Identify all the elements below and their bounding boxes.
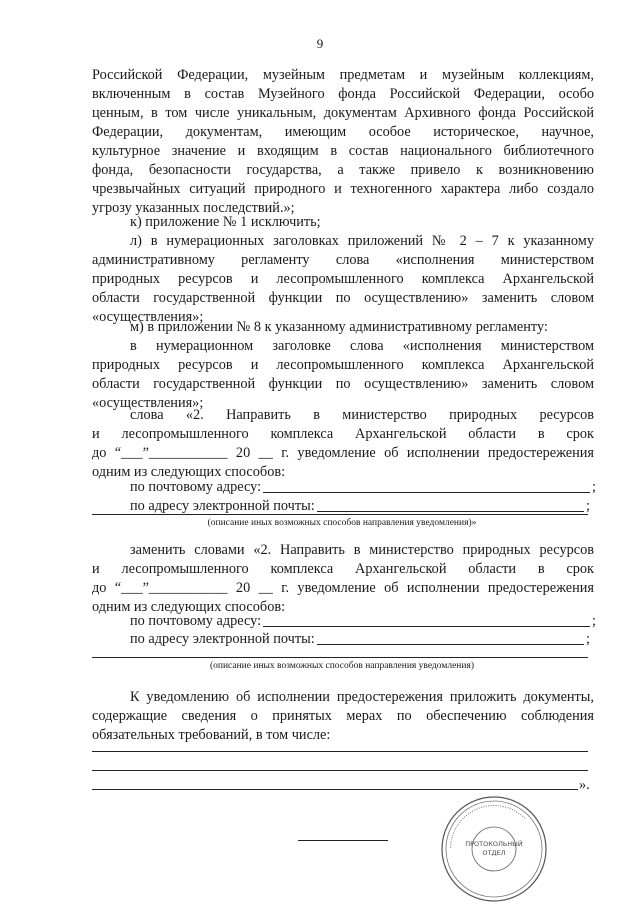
postal-address-row bbox=[130, 612, 596, 630]
text-line: «осуществления»; bbox=[92, 309, 204, 325]
semicolon: ; bbox=[586, 631, 590, 647]
postal-address-row bbox=[130, 478, 596, 496]
stamp-text: ПРОТОКОЛЬНЫЙ bbox=[465, 840, 523, 848]
semicolon: ; bbox=[592, 613, 596, 629]
blank-line bbox=[92, 514, 588, 515]
text-line: заменить словами «2. Направить в министерство природных ресурсов bbox=[130, 542, 594, 558]
blank-line bbox=[317, 510, 584, 512]
seal-stamp bbox=[440, 795, 548, 903]
blank-line bbox=[317, 643, 584, 645]
text-line: обязательных требований, в том числе: bbox=[92, 727, 331, 743]
semicolon: ; bbox=[586, 498, 590, 514]
blank-line bbox=[92, 770, 588, 771]
text-line: чрезвычайных ситуаций природного и техногенного характера либо создало bbox=[92, 181, 594, 197]
text-line: включенным в состав Музейного фонда Российской Федерации, особо bbox=[92, 86, 594, 102]
text-line: области государственной функции по осуществлению» заменить словом bbox=[92, 376, 594, 392]
text-line: до “___”___________ 20 __ г. уведомление об исполнении предостережения bbox=[92, 445, 594, 461]
text-line: «осуществления»; bbox=[92, 395, 204, 411]
text-line: культурное значение и входящим в состав национального библиотечного bbox=[92, 143, 594, 159]
text-line: в нумерационном заголовке слова «исполнения министерством bbox=[130, 338, 594, 354]
closing-quote: ». bbox=[579, 777, 590, 793]
text-line: угрозу указанных последствий.»; bbox=[92, 200, 295, 216]
page-number: 9 bbox=[316, 36, 324, 51]
blank-line bbox=[92, 789, 578, 790]
caption: (описание иных возможных способов направления уведомления)» bbox=[207, 518, 477, 528]
text-line: одним из следующих способов: bbox=[92, 464, 286, 480]
text-line: л) в нумерационных заголовках приложений № 2 – 7 к указанному bbox=[130, 233, 594, 249]
text-line: Федерации, документам, имеющим особое историческое, научное, bbox=[92, 124, 594, 140]
text-line: фонда, безопасности государства, а также привело к возникновению bbox=[92, 162, 594, 178]
email-address-row bbox=[130, 497, 590, 515]
semicolon: ; bbox=[592, 479, 596, 495]
text-line: и лесопромышленного комплекса Архангельской области в срок bbox=[92, 561, 594, 577]
email-address-row bbox=[130, 630, 590, 648]
item-m: м) в приложении № 8 к указанному административному регламенту: bbox=[130, 319, 548, 335]
text-line: до “___”___________ 20 __ г. уведомление об исполнении предостережения bbox=[92, 580, 594, 596]
text-line: слова «2. Направить в министерство природных ресурсов bbox=[130, 407, 594, 423]
text-line: К уведомлению об исполнении предостережения приложить документы, bbox=[130, 689, 594, 705]
postal-label: по почтовому адресу: bbox=[130, 613, 262, 629]
blank-line bbox=[263, 491, 590, 493]
caption: (описание иных возможных способов направления уведомления) bbox=[209, 661, 475, 671]
stamp-text: ОТДЕЛ bbox=[482, 849, 506, 857]
text-line: и лесопромышленного комплекса Архангельской области в срок bbox=[92, 426, 594, 442]
text-line: природных ресурсов и лесопромышленного комплекса Архангельской bbox=[92, 271, 594, 287]
text-line: области государственной функции по осуществлению» заменить словом bbox=[92, 290, 594, 306]
postal-label: по почтовому адресу: bbox=[130, 479, 262, 495]
blank-line bbox=[263, 625, 590, 627]
text-line: административному регламенту слова «исполнения министерством bbox=[92, 252, 594, 268]
svg-text:••••••••••••••••••••••••••••••: •••••••••••••••••••••••••••••••••••••••••• bbox=[447, 802, 528, 849]
text-line: ценным, в том числе уникальным, документам Архивного фонда Российской bbox=[92, 105, 594, 121]
text-line: одним из следующих способов: bbox=[92, 599, 286, 615]
email-label: по адресу электронной почты: bbox=[130, 631, 315, 647]
email-label: по адресу электронной почты: bbox=[130, 498, 315, 514]
blank-line bbox=[92, 657, 588, 658]
text-line: содержащие сведения о принятых мерах по обеспечению соблюдения bbox=[92, 708, 594, 724]
text-line: природных ресурсов и лесопромышленного комплекса Архангельской bbox=[92, 357, 594, 373]
blank-line bbox=[92, 751, 588, 752]
signature-line bbox=[298, 840, 388, 841]
item-k: к) приложение № 1 исключить; bbox=[130, 214, 321, 230]
text-line: Российской Федерации, музейным предметам и музейным коллекциям, bbox=[92, 67, 594, 83]
